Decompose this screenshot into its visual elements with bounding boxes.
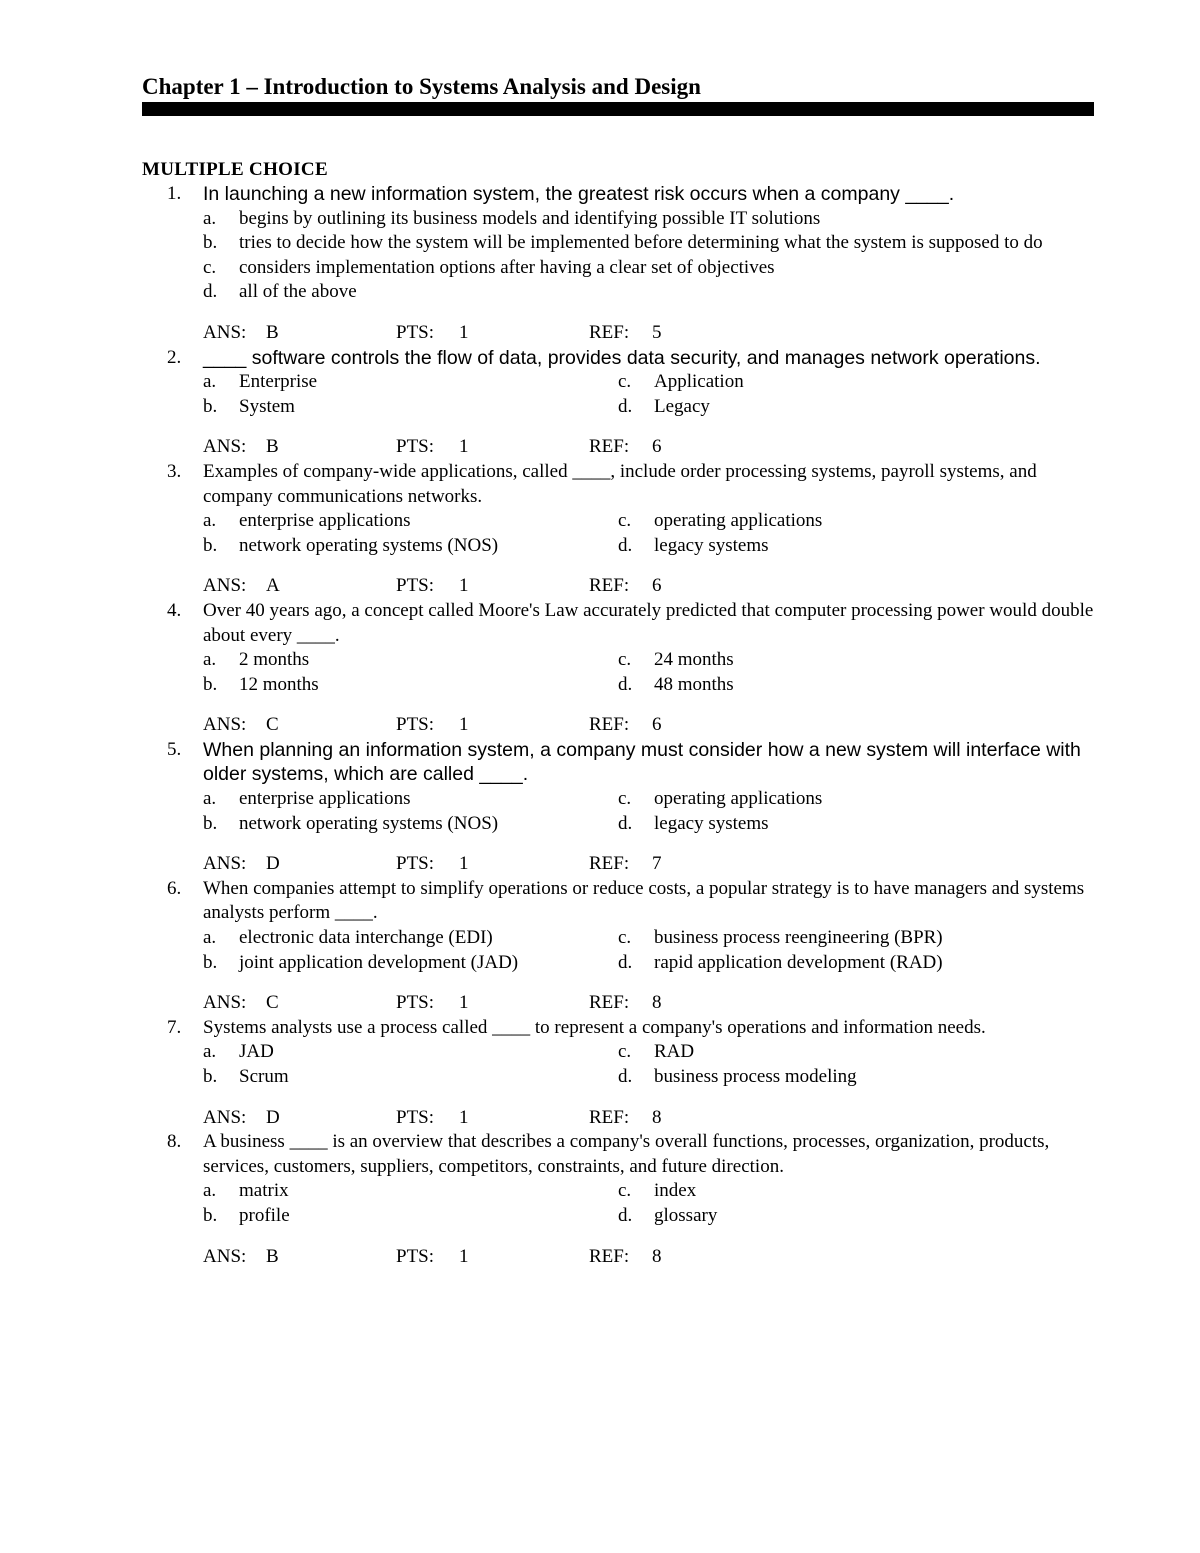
pts-value: 1	[459, 992, 469, 1014]
question-text: ____ software controls the flow of data, provides data security, and manages network operations.	[203, 346, 1041, 369]
option-a: a. enterprise applications	[203, 510, 411, 532]
option-c: c. RAD	[618, 1041, 695, 1063]
options-grid	[203, 509, 1094, 558]
ref-label: REF:	[589, 1106, 630, 1128]
pts-label: PTS:	[396, 1245, 435, 1267]
pts-value: 1	[459, 1245, 469, 1267]
document-page	[142, 72, 1094, 1269]
options-grid	[203, 1040, 1094, 1089]
question-2	[142, 346, 1094, 460]
options-grid	[203, 648, 1094, 697]
ref-value: 7	[652, 853, 662, 875]
option-c: c. 24 months	[618, 649, 734, 671]
option-c: c. index	[618, 1180, 697, 1202]
question-text: Over 40 years ago, a concept called Moore's Law accurately predicted that computer processing power would double about every ____.	[203, 599, 1094, 646]
ans-value: D	[266, 1106, 280, 1128]
option-c: c. operating applications	[618, 510, 823, 532]
ref-label: REF:	[589, 321, 630, 343]
ref-value: 6	[652, 714, 662, 736]
pts-value: 1	[459, 714, 469, 736]
option-d: d. legacy systems	[618, 812, 769, 834]
ref-label: REF:	[589, 853, 630, 875]
question-number: 6.	[167, 877, 182, 899]
ref-label: REF:	[589, 1245, 630, 1267]
option-c: c. business process reengineering (BPR)	[618, 927, 943, 949]
option-d: d. Legacy	[618, 395, 710, 417]
ans-label: ANS:	[203, 575, 247, 597]
question-number: 8.	[167, 1131, 182, 1153]
answer-line	[203, 574, 1094, 599]
option-c: c. Application	[618, 371, 744, 393]
option-b: b. profile	[203, 1204, 290, 1226]
option-a: a. electronic data interchange (EDI)	[203, 927, 493, 949]
ref-value: 8	[652, 1106, 662, 1128]
ans-value: D	[266, 853, 280, 875]
pts-label: PTS:	[396, 321, 435, 343]
question-text: When companies attempt to simplify operations or reduce costs, a popular strategy is to have managers and systems analysts perform ____.	[203, 877, 1085, 924]
question-3	[142, 460, 1094, 599]
question-number: 1.	[167, 183, 182, 204]
answer-line	[203, 852, 1094, 877]
option-a: a. begins by outlining its business models and identifying possible IT solutions	[203, 207, 821, 229]
option-b: b. network operating systems (NOS)	[203, 812, 499, 834]
ans-value: C	[266, 992, 279, 1014]
option-b: b. network operating systems (NOS)	[203, 534, 499, 556]
question-text: Examples of company-wide applications, called ____, include order processing systems, payroll systems, and company communications networks.	[203, 460, 1037, 507]
question-number: 2.	[167, 346, 182, 368]
ans-label: ANS:	[203, 436, 247, 458]
ref-label: REF:	[589, 436, 630, 458]
pts-value: 1	[459, 1106, 469, 1128]
question-text: A business ____ is an overview that describes a company's overall functions, processes, organization, products, services, customers, suppliers, competitors, constraints, and future direction.	[203, 1131, 1050, 1177]
options-list	[203, 207, 1094, 305]
ref-value: 6	[652, 575, 662, 597]
option-b: b. System	[203, 395, 295, 417]
question-number: 3.	[167, 460, 182, 482]
options-grid	[203, 1179, 1094, 1228]
answer-line	[203, 1245, 1094, 1270]
option-d: d. all of the above	[203, 281, 357, 303]
pts-label: PTS:	[396, 1106, 435, 1128]
options-grid	[203, 370, 1094, 419]
question-7	[142, 1016, 1094, 1130]
question-4	[142, 599, 1094, 738]
option-b: b. joint application development (JAD)	[203, 951, 519, 973]
chapter-title: Chapter 1 – Introduction to Systems Analysis and Design	[142, 74, 701, 99]
ans-label: ANS:	[203, 992, 247, 1014]
pts-label: PTS:	[396, 714, 435, 736]
ans-label: ANS:	[203, 853, 247, 875]
question-1	[142, 182, 1094, 346]
ref-label: REF:	[589, 575, 630, 597]
option-b: b. 12 months	[203, 673, 319, 695]
ans-label: ANS:	[203, 1106, 247, 1128]
ans-value: B	[266, 1245, 279, 1267]
option-a: a. enterprise applications	[203, 788, 411, 810]
answer-line	[203, 713, 1094, 738]
ans-label: ANS:	[203, 1245, 247, 1267]
options-grid	[203, 926, 1094, 975]
ref-label: REF:	[589, 714, 630, 736]
option-d: d. rapid application development (RAD)	[618, 951, 943, 973]
ans-value: B	[266, 436, 279, 458]
pts-label: PTS:	[396, 853, 435, 875]
option-b: b. tries to decide how the system will be implemented before determining what the system is supposed to do	[203, 232, 1043, 254]
section-heading: MULTIPLE CHOICE	[142, 159, 328, 180]
pts-label: PTS:	[396, 992, 435, 1014]
ans-value: C	[266, 714, 279, 736]
pts-label: PTS:	[396, 575, 435, 597]
ref-value: 5	[652, 321, 662, 343]
ref-value: 8	[652, 992, 662, 1014]
title-rule	[142, 102, 1094, 116]
ref-value: 6	[652, 436, 662, 458]
pts-value: 1	[459, 321, 469, 343]
pts-value: 1	[459, 436, 469, 458]
pts-value: 1	[459, 853, 469, 875]
option-a: a. 2 months	[203, 649, 310, 671]
question-6	[142, 877, 1094, 1016]
question-text: When planning an information system, a company must consider how a new system will interface with older systems, which are called ____.	[203, 738, 1081, 786]
question-5	[142, 738, 1094, 877]
question-number: 5.	[167, 738, 182, 760]
ans-value: B	[266, 321, 279, 343]
option-a: a. JAD	[203, 1041, 274, 1063]
ref-value: 8	[652, 1245, 662, 1267]
question-text: In launching a new information system, the greatest risk occurs when a company ____.	[203, 183, 955, 205]
question-text: Systems analysts use a process called ____ to represent a company's operations and information needs.	[203, 1016, 986, 1038]
pts-value: 1	[459, 575, 469, 597]
option-b: b. Scrum	[203, 1066, 289, 1087]
option-d: d. 48 months	[618, 673, 734, 695]
option-d: d. legacy systems	[618, 534, 769, 556]
question-number: 4.	[167, 599, 182, 621]
answer-line	[203, 1106, 1094, 1131]
answer-line	[203, 991, 1094, 1016]
option-d: d. business process modeling	[618, 1066, 857, 1087]
option-c: c. operating applications	[618, 788, 823, 810]
option-a: a. matrix	[203, 1180, 289, 1202]
question-8	[142, 1130, 1094, 1269]
answer-line	[203, 321, 1094, 346]
option-c: c. considers implementation options after having a clear set of objectives	[203, 256, 775, 278]
ref-label: REF:	[589, 992, 630, 1014]
ans-label: ANS:	[203, 714, 247, 736]
pts-label: PTS:	[396, 436, 435, 458]
question-number: 7.	[167, 1016, 182, 1038]
ans-label: ANS:	[203, 321, 247, 343]
answer-line	[203, 435, 1094, 460]
option-d: d. glossary	[618, 1204, 718, 1226]
options-grid	[203, 787, 1094, 836]
ans-value: A	[266, 575, 280, 597]
option-a: a. Enterprise	[203, 371, 318, 393]
